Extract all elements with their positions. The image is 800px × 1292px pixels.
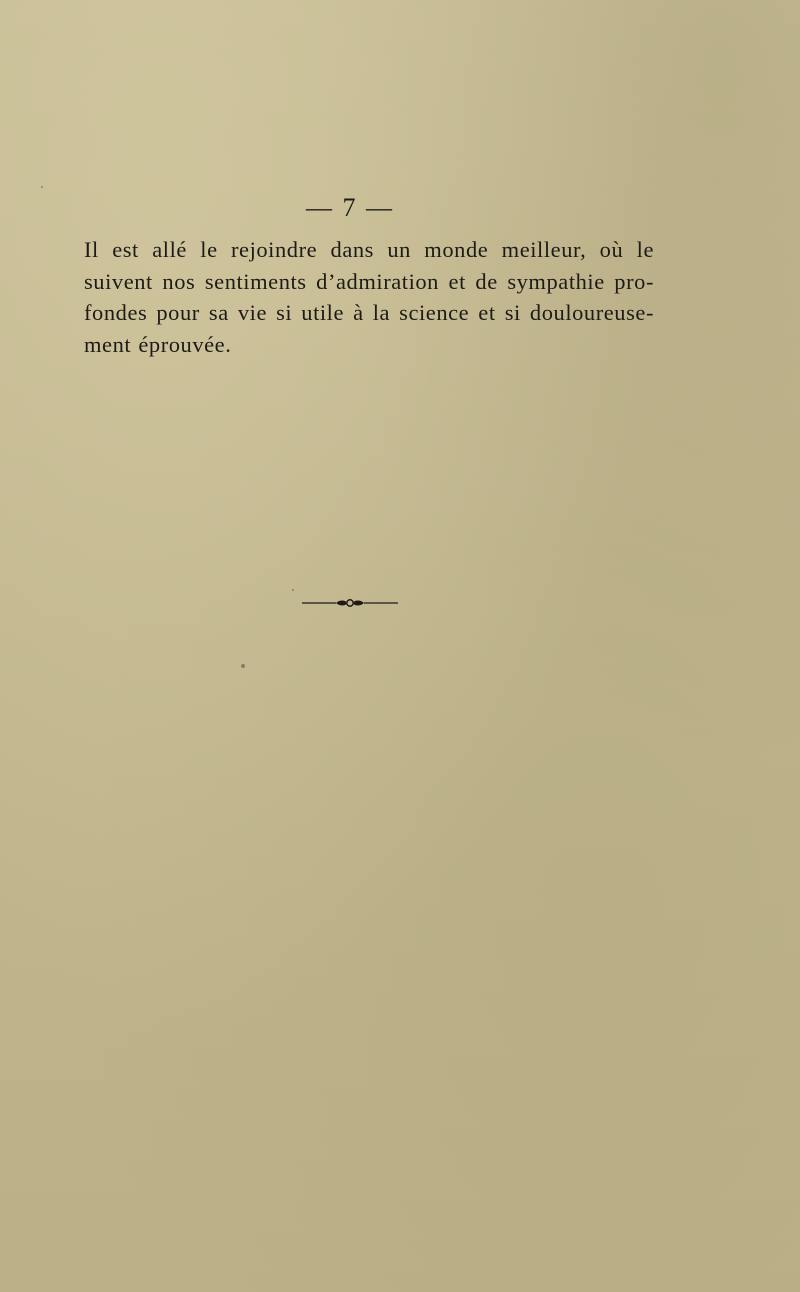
paragraph-line: ment éprouvée.: [84, 331, 232, 357]
paragraph-line: Il est allé le rejoindre dans un monde meilleur, où le: [84, 237, 654, 262]
paragraph-line: fondes pour sa vie si utile à la science et si douloureuse-: [84, 300, 654, 325]
body-paragraph: [84, 234, 654, 360]
fleuron-divider-icon: [300, 596, 400, 610]
paper-speck: [241, 664, 245, 668]
page-number: — 7 —: [306, 193, 394, 222]
paper-speck: [292, 589, 294, 591]
paragraph-line: suivent nos sentiments d’admiration et de sympathie pro-: [84, 268, 654, 294]
paper-speck: [41, 186, 43, 188]
